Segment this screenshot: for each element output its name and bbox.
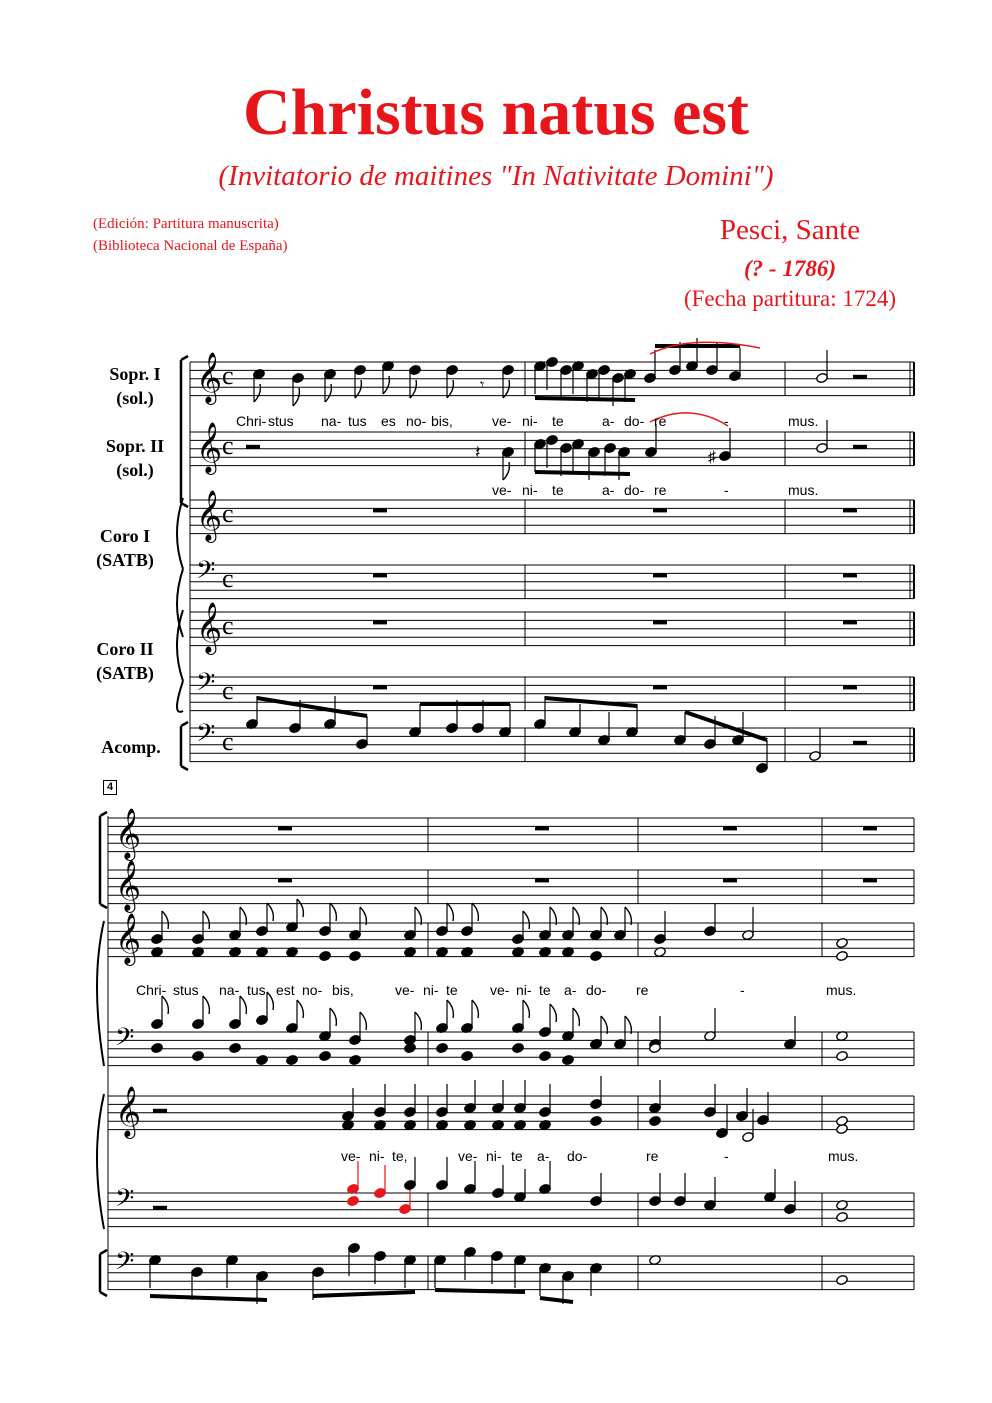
lyric-syllable: - — [724, 482, 729, 498]
note-head-red — [347, 1195, 360, 1206]
note-flag — [162, 996, 168, 1014]
note-head — [539, 1050, 552, 1061]
note-flag — [240, 907, 246, 925]
half-rest-icon — [853, 375, 867, 379]
lyric-syllable: es — [381, 413, 396, 429]
bass-clef-icon: 𝄢 — [196, 719, 216, 754]
note-flag — [550, 907, 556, 925]
note-flag — [360, 907, 366, 925]
note-flag — [447, 1000, 453, 1018]
treble-clef-icon: 𝄞 — [196, 352, 223, 403]
lyric-syllable: ve- — [395, 982, 415, 998]
whole-rest-icon — [653, 685, 667, 689]
bass-clef-icon: 𝄢 — [196, 668, 216, 703]
lyric-syllable: a- — [537, 1148, 550, 1164]
whole-rest-icon — [278, 878, 292, 882]
treble-clef-icon: 𝄞 — [115, 808, 142, 859]
whole-rest-icon — [278, 826, 292, 830]
library-note: (Biblioteca Nacional de España) — [93, 238, 288, 254]
lyric-syllable: ve- — [492, 482, 512, 498]
lyric-syllable: do- — [624, 413, 645, 429]
note-head — [319, 1050, 332, 1061]
note-head — [836, 1211, 849, 1222]
bracket-soli — [181, 356, 188, 507]
lyric-syllable: na- — [219, 982, 240, 998]
lyric-syllable: ni- — [423, 982, 439, 998]
score-subtitle: (Invitatorio de maitines "In Nativitate Domini") — [218, 160, 774, 192]
note-head — [436, 1042, 449, 1053]
note-flag — [162, 911, 168, 929]
bass-clef-icon: 𝄢 — [115, 1023, 135, 1058]
composer-dates: (? - 1786) — [744, 256, 836, 281]
note-head — [151, 1042, 164, 1053]
whole-rest-icon — [723, 878, 737, 882]
lyric-syllable: te — [539, 982, 551, 998]
note-flag — [573, 907, 579, 925]
lyric-syllable: mus. — [828, 1148, 859, 1164]
note-flag — [447, 903, 453, 921]
lyric-syllable: ve- — [458, 1148, 478, 1164]
note-head — [286, 1054, 299, 1065]
lyric-syllable: ni- — [516, 982, 532, 998]
treble-clef-icon: 𝄞 — [196, 602, 223, 653]
lyric-syllable: mus. — [788, 413, 819, 429]
lyric-syllable: do- — [586, 982, 607, 998]
lyric-syllable: re — [636, 982, 649, 998]
lyric-syllable: do- — [624, 482, 645, 498]
lyric-syllable: tus — [247, 982, 266, 998]
lyric-syllable: mus. — [826, 982, 857, 998]
half-rest-icon — [246, 445, 260, 449]
whole-rest-icon — [535, 826, 549, 830]
note-beam — [257, 698, 367, 716]
lyric-syllable: stus — [268, 413, 294, 429]
time-signature: c — [222, 499, 234, 528]
label-sopr2: Sopr. II (sol.) — [105, 436, 165, 480]
whole-rest-icon — [653, 573, 667, 577]
note-head — [349, 950, 362, 961]
note-head — [836, 1115, 849, 1126]
note-flag — [625, 1016, 631, 1034]
note-flag — [297, 1000, 303, 1018]
note-beam — [685, 712, 767, 740]
note-head — [192, 1050, 205, 1061]
note-head — [590, 1115, 603, 1126]
edition-note: (Edición: Partitura manuscrita) — [93, 216, 279, 232]
whole-rest-icon — [863, 826, 877, 830]
measure-number: 4 — [103, 780, 117, 795]
treble-clef-icon: 𝄞 — [115, 1086, 142, 1137]
whole-rest-icon — [535, 878, 549, 882]
note-head — [649, 1115, 662, 1126]
note-flag — [550, 1004, 556, 1022]
label-coro2: Coro II (SATB) — [96, 639, 154, 683]
note-flag — [330, 903, 336, 921]
note-flag — [267, 903, 273, 921]
note-head — [256, 1054, 269, 1065]
half-rest-icon — [853, 445, 867, 449]
lyric-syllable: no- — [406, 413, 427, 429]
note-flag — [240, 996, 246, 1014]
note-beam — [313, 1292, 415, 1296]
time-signature: c — [222, 431, 234, 460]
note-flag — [573, 1008, 579, 1026]
bass-clef-icon: 𝄢 — [196, 556, 216, 591]
lyric-syllable: ni- — [522, 413, 538, 429]
whole-rest-icon — [373, 573, 387, 577]
note-flag — [523, 1000, 529, 1018]
note-flag — [523, 911, 529, 929]
note-flag — [360, 1012, 366, 1030]
label-acomp: Acomp. — [101, 737, 161, 757]
note-head — [404, 1042, 417, 1053]
note-flag — [297, 899, 303, 917]
lyric-syllable: te, — [392, 1148, 408, 1164]
composer-name: Pesci, Sante — [719, 214, 861, 246]
lyric-syllable: Chri- — [236, 413, 267, 429]
lyric-syllable: ve- — [490, 982, 510, 998]
time-signature: c — [222, 564, 234, 593]
treble-clef-icon: 𝄞 — [115, 860, 142, 911]
treble-clef-icon: 𝄞 — [196, 422, 223, 473]
note-head — [229, 1042, 242, 1053]
lyric-syllable: re — [654, 482, 667, 498]
bass-clef-icon: 𝄢 — [115, 1247, 135, 1282]
note-flag — [203, 996, 209, 1014]
whole-rest-icon — [723, 826, 737, 830]
lyric-syllable: - — [724, 413, 729, 429]
lyric-syllable: ve- — [492, 413, 512, 429]
lyric-syllable: no- — [302, 982, 323, 998]
lyric-syllable: ni- — [486, 1148, 502, 1164]
sharp-icon: ♯ — [708, 449, 716, 466]
lyric-syllable: tus — [348, 413, 367, 429]
score-title: Christus natus est — [242, 76, 750, 149]
whole-rest-icon — [843, 573, 857, 577]
note-head — [562, 1054, 575, 1065]
note-head — [836, 1274, 849, 1285]
note-flag — [267, 992, 273, 1010]
score-date: (Fecha partitura: 1724) — [683, 286, 897, 311]
whole-rest-icon — [843, 685, 857, 689]
lyric-syllable: re — [646, 1148, 659, 1164]
note-beam — [540, 1298, 573, 1302]
note-head — [590, 950, 603, 961]
half-rest-icon — [153, 1206, 167, 1210]
lyric-syllable: te — [446, 982, 458, 998]
note-head — [349, 1054, 362, 1065]
lyric-syllable: na- — [321, 413, 342, 429]
lyric-syllable: - — [740, 982, 745, 998]
lyric-syllable: re — [654, 413, 667, 429]
bracket-soli-2 — [100, 812, 107, 908]
lyric-syllable: a- — [602, 482, 615, 498]
time-signature: c — [222, 727, 234, 756]
note-flag — [472, 1000, 478, 1018]
note-head — [461, 1050, 474, 1061]
brace-coro2-2 — [97, 1094, 104, 1229]
time-signature: c — [222, 676, 234, 705]
whole-rest-icon — [843, 620, 857, 624]
note-flag — [293, 388, 299, 406]
label-coro1: Coro I (SATB) — [96, 526, 154, 570]
lyric-syllable: - — [724, 1148, 729, 1164]
note-flag — [203, 911, 209, 929]
whole-rest-icon — [653, 508, 667, 512]
note-flag — [601, 1016, 607, 1034]
bass-clef-icon: 𝄢 — [115, 1184, 135, 1219]
note-flag — [415, 1012, 421, 1030]
note-flag — [625, 907, 631, 925]
eighth-rest-icon: 𝄾 — [480, 377, 485, 394]
whole-rest-icon — [373, 508, 387, 512]
treble-clef-icon: 𝄞 — [196, 490, 223, 541]
lyric-syllable: ni- — [522, 482, 538, 498]
lyric-syllable: bis, — [431, 413, 453, 429]
lyric-syllable: Chri- — [136, 982, 167, 998]
lyric-syllable: bis, — [332, 982, 354, 998]
quarter-rest-icon: 𝄽 — [475, 442, 481, 462]
note-beam — [435, 1290, 525, 1292]
brace-coro1-2 — [97, 921, 104, 1066]
treble-clef-icon: 𝄞 — [115, 913, 142, 964]
lyric-syllable: mus. — [788, 482, 819, 498]
lyric-syllable: te — [552, 482, 564, 498]
note-flag — [472, 903, 478, 921]
note-head — [836, 1050, 849, 1061]
note-head — [512, 1042, 525, 1053]
lyric-syllable: ve- — [341, 1148, 361, 1164]
lyric-syllable: a- — [564, 982, 577, 998]
note-flag — [330, 1008, 336, 1026]
lyric-syllable: stus — [173, 982, 199, 998]
lyric-syllable: do- — [567, 1148, 588, 1164]
note-head — [319, 950, 332, 961]
note-head — [836, 950, 849, 961]
note-beam — [535, 398, 635, 400]
whole-rest-icon — [653, 620, 667, 624]
bracket-acomp-2 — [100, 1250, 107, 1296]
lyric-syllable: ni- — [369, 1148, 385, 1164]
lyric-syllable: est — [276, 982, 295, 998]
note-head — [836, 937, 849, 948]
bracket-acomp — [181, 722, 188, 770]
time-signature: c — [222, 361, 234, 390]
time-signature: c — [222, 611, 234, 640]
lyric-syllable: a- — [602, 413, 615, 429]
note-beam — [150, 1296, 267, 1300]
whole-rest-icon — [373, 685, 387, 689]
label-sopr1: Sopr. I (sol.) — [109, 364, 161, 408]
lyric-syllable: te — [511, 1148, 523, 1164]
note-flag — [601, 907, 607, 925]
note-flag — [503, 462, 509, 480]
lyric-syllable: te — [552, 413, 564, 429]
whole-rest-icon — [373, 620, 387, 624]
whole-rest-icon — [863, 878, 877, 882]
half-rest-icon — [153, 1109, 167, 1113]
half-rest-icon — [853, 741, 867, 745]
whole-rest-icon — [843, 508, 857, 512]
note-beam — [535, 472, 630, 474]
note-flag — [415, 907, 421, 925]
